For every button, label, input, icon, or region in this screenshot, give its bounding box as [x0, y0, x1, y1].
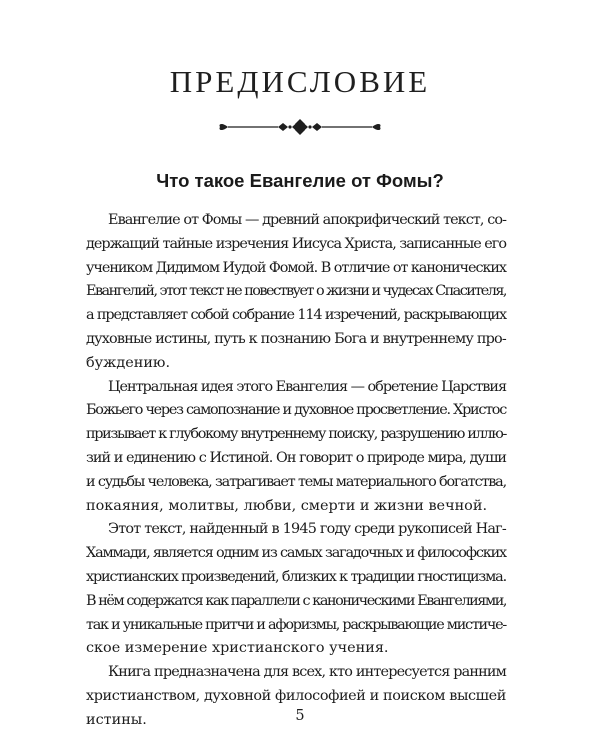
text-line: Божьего через самопознание и духовное просветление. Христос: [86, 402, 506, 419]
body-text: [86, 209, 506, 733]
text-line: В нём содержатся как параллели с каноническими Евангелиями,: [86, 592, 506, 609]
text-line: ское измерение христианского учения.: [86, 640, 389, 657]
text-line: так и уникальные притчи и афоризмы, раскрывающие мистиче-: [86, 616, 506, 633]
page-number: 5: [295, 708, 305, 724]
text-line: держащий тайные изречения Иисуса Христа, записанные его: [86, 235, 506, 252]
section-heading: Что такое Евангелие от Фомы?: [156, 170, 444, 191]
text-line: христианством, духовной философией и поиском высшей: [86, 687, 506, 704]
text-line: христианских произведений, близких к традиции гностицизма.: [86, 568, 506, 585]
text-line: Хаммади, является одним из самых загадочных и философских: [86, 545, 506, 562]
text-line: Книга предназначена для всех, кто интересуется ранним: [108, 664, 506, 681]
paragraph-1: [86, 209, 506, 376]
chapter-title: ПРЕДИСЛОВИЕ: [169, 64, 431, 99]
paragraph-3: [86, 518, 506, 661]
text-line: Центральная идея этого Евангелия — обретение Царствия: [108, 378, 506, 395]
text-line: истины.: [86, 711, 147, 728]
floral-divider-icon: [216, 116, 384, 138]
text-line: Этот текст, найденный в 1945 году среди рукописей Наг-: [108, 521, 506, 538]
text-line: Евангелий, этот текст не повествует о жизни и чудесах Спасителя,: [86, 283, 506, 300]
text-line: зий и единению с Истиной. Он говорит о природе мира, души: [86, 449, 506, 466]
paragraph-2: [86, 376, 506, 519]
text-line: учеником Дидимом Иудой Фомой. В отличие от канонических: [86, 259, 506, 276]
text-line: Евангелие от Фомы — древний апокрифический текст, со-: [108, 212, 506, 228]
text-line: покаяния, молитвы, любви, смерти и жизни вечной.: [86, 497, 488, 514]
text-line: а представляет собой собрание 114 изречений, раскрывающих: [86, 307, 506, 324]
text-line: призывает к глубокому внутреннему поиску, разрушению иллю-: [86, 426, 506, 443]
text-line: буждению.: [86, 354, 171, 371]
text-line: духовные истины, путь к познанию Бога и внутреннему про-: [86, 330, 506, 347]
text-line: и судьбы человека, затрагивает темы материального богатства,: [86, 473, 506, 490]
